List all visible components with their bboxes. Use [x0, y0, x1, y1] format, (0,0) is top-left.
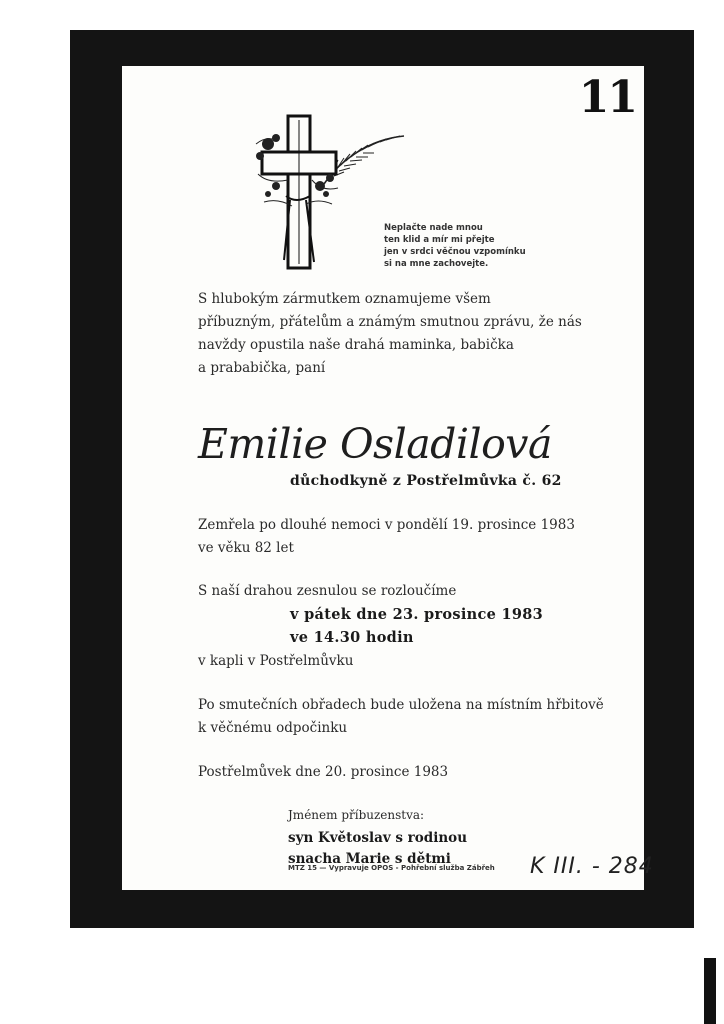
farewell-intro: S naší drahou zesnulou se rozloučíme	[198, 583, 457, 599]
intro-line: příbuzným, přátelům a známým smutnou zprávu, že nás	[198, 314, 582, 330]
cross-with-palm-icon	[246, 114, 406, 284]
verse-line: jen v srdci věčnou vzpomínku	[384, 247, 526, 257]
occupation: důchodkyně z Postřelmůvka č. 62	[290, 473, 562, 489]
memorial-verse	[384, 222, 584, 270]
verse-line: si na mne zachovejte.	[384, 259, 489, 269]
verse-line: ten klid a mír mi přejte	[384, 235, 495, 245]
burial-line: k věčnému odpočinku	[198, 720, 348, 736]
family-label: Jménem příbuzenstva:	[288, 808, 425, 822]
burial-line: Po smutečních obřadech bude uložena na místním hřbitově	[198, 697, 604, 713]
handwritten-reference: K III. - 284	[530, 854, 654, 879]
intro-paragraph	[198, 288, 582, 380]
farewell-time: ve 14.30 hodin	[290, 629, 414, 646]
family-member: snacha Marie s dětmi	[288, 851, 451, 867]
black-border-frame	[70, 30, 694, 928]
deceased-name: Emilie Osladilová	[198, 420, 552, 468]
verse-line: Neplačte nade mnou	[384, 223, 483, 233]
place-date: Postřelmůvek dne 20. prosince 1983	[198, 764, 449, 780]
intro-line: S hlubokým zármutkem oznamujeme všem	[198, 291, 491, 307]
intro-line: a prababička, paní	[198, 360, 326, 376]
death-notice	[198, 514, 575, 560]
page-number: 11	[578, 72, 636, 123]
death-line: Zemřela po dlouhé nemoci v pondělí 19. prosince 1983	[198, 517, 575, 533]
farewell-date: v pátek dne 23. prosince 1983	[290, 606, 544, 623]
farewell-place: v kapli v Postřelmůvku	[198, 653, 354, 669]
burial-notice	[198, 694, 604, 740]
scan-edge-mark	[704, 958, 716, 1024]
death-line: ve věku 82 let	[198, 540, 294, 556]
family-member: syn Květoslav s rodinou	[288, 830, 468, 846]
intro-line: navždy opustila naše drahá maminka, babička	[198, 337, 514, 353]
print-note: MTZ 15 — Vypravuje OPOS - Pohřební služba Zábřeh	[288, 864, 495, 872]
obituary-card	[122, 66, 654, 890]
